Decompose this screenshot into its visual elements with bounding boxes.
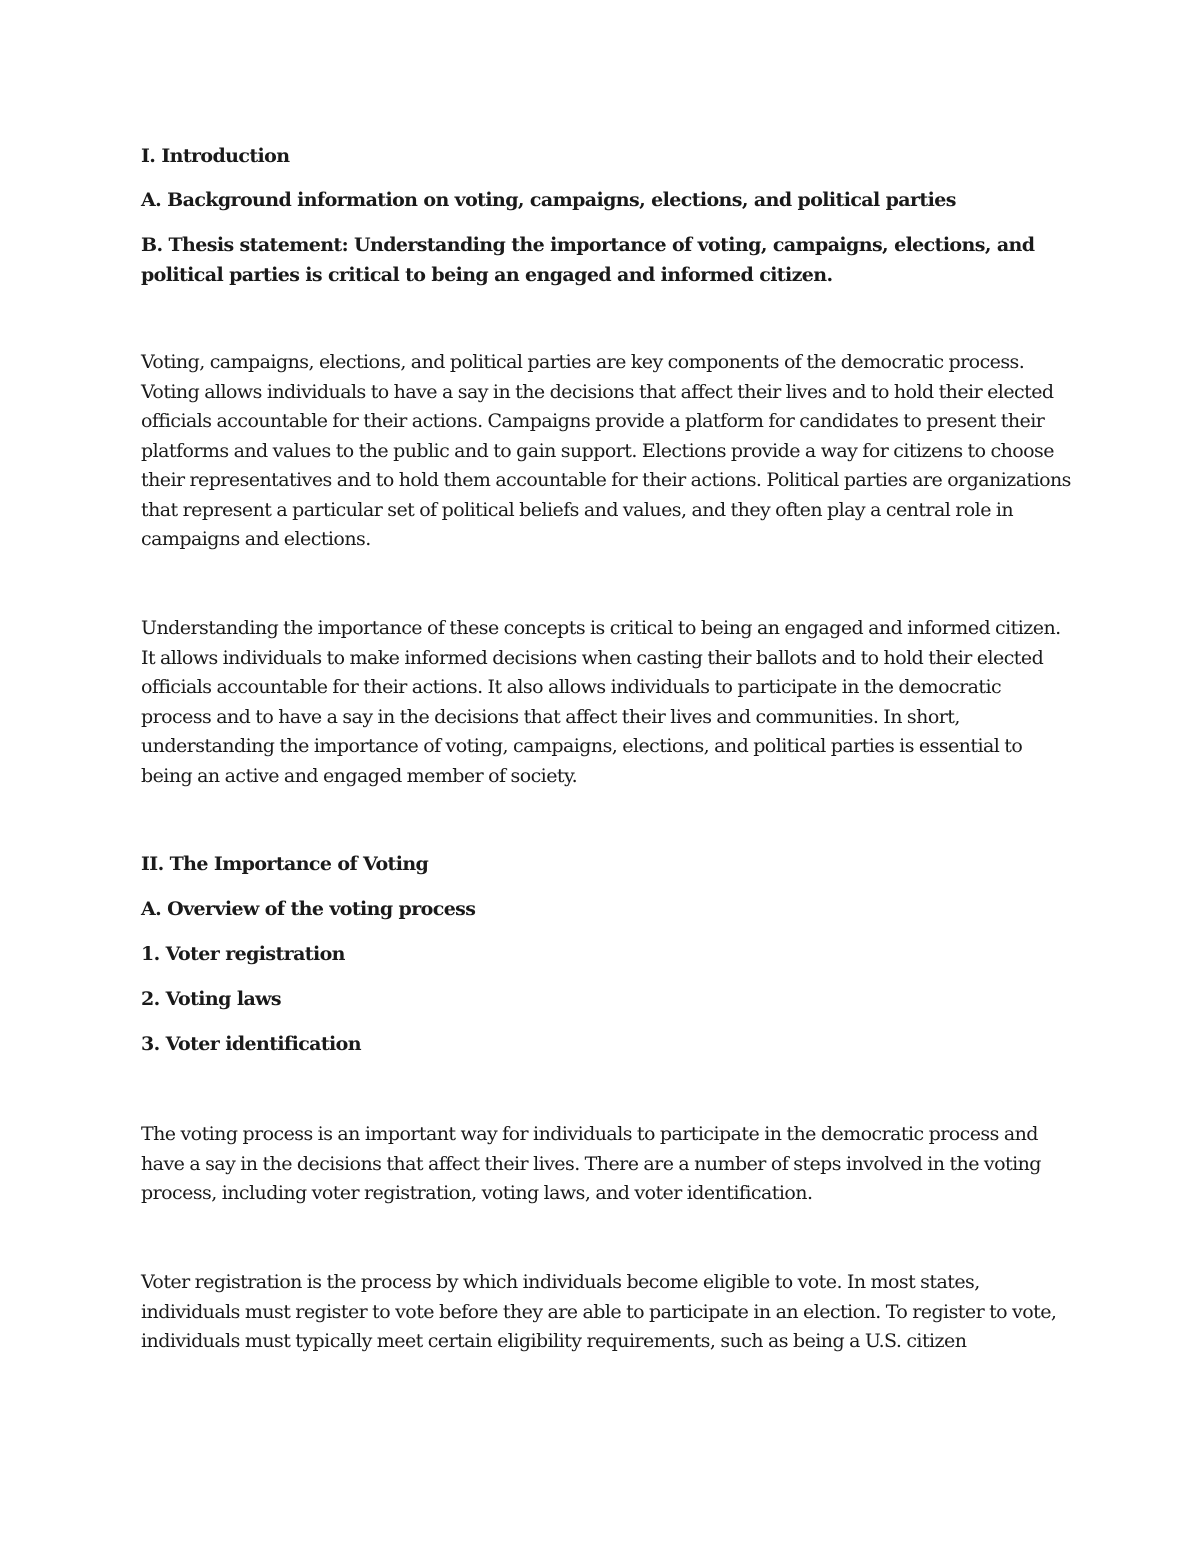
section-1-subheading-a: A. Background information on voting, campaigns, elections, and political parties (141, 189, 956, 211)
list-item-voter-registration: 1. Voter registration (141, 943, 345, 965)
section-2-subheading-a: A. Overview of the voting process (141, 898, 476, 920)
section-2-title: II. The Importance of Voting (141, 853, 429, 875)
intro-paragraph-2: Understanding the importance of these concepts is critical to being an engaged and informed citizen. It allows individuals to make informed decisions when casting their ballots and to hold their elected officials accountable for their actions. It also allows individuals to participate in the democratic process and to have a say in the decisions that affect their lives and communities. In short, understanding the importance of voting, campaigns, elections, and political parties is essential to being an active and engaged member of society. (141, 617, 1061, 787)
list-item-voting-laws: 2. Voting laws (141, 988, 282, 1010)
list-item-voter-identification: 3. Voter identification (141, 1033, 361, 1055)
voter-registration-paragraph: Voter registration is the process by which individuals become eligible to vote. In most states, individuals must register to vote before they are able to participate in an election. To register to vote, individuals must typically meet certain eligibility requirements, such as being a U.S. citizen (141, 1271, 1057, 1352)
thesis-statement: B. Thesis statement: Understanding the importance of voting, campaigns, elections, and political parties is critical to being an engaged and informed citizen. (141, 234, 1035, 286)
section-1-title: I. Introduction (141, 145, 290, 167)
intro-paragraph-1: Voting, campaigns, elections, and political parties are key components of the democratic process. Voting allows individuals to have a say in the decisions that affect their lives and to hold their elected officials accountable for their actions. Campaigns provide a platform for candidates to present their platforms and values to the public and to gain support. Elections provide a way for citizens to choose their representatives and to hold them accountable for their actions. Political parties are organizations that represent a particular set of political beliefs and values, and they often play a central role in campaigns and elections. (141, 351, 1071, 550)
voting-process-paragraph: The voting process is an important way for individuals to participate in the democratic process and have a say in the decisions that affect their lives. There are a number of steps involved in the voting process, including voter registration, voting laws, and voter identification. (141, 1123, 1041, 1204)
